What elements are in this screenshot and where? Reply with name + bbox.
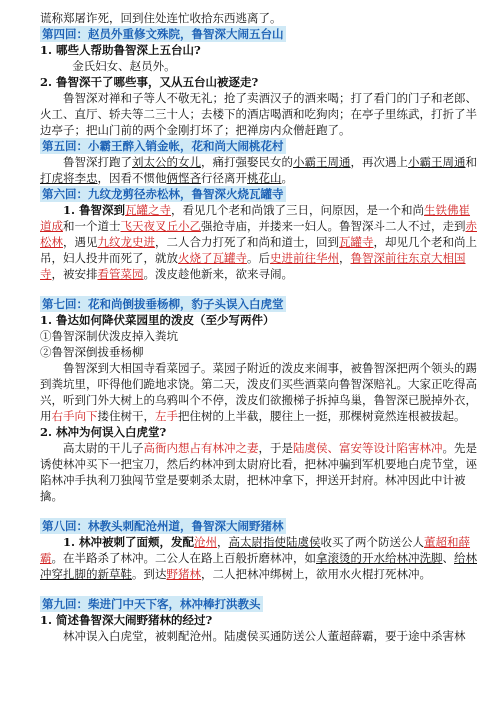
chapter-8-summary [40,534,480,582]
chapter-9-title [40,596,480,612]
underlined-text: 小霸王周通 [293,155,351,169]
text-span: 鲁智深打跑了 [63,155,132,169]
text-span: ，于是 [258,441,293,455]
chapter-9-paragraph-1: 林冲误入白虎堂，被刺配沧州。陆虞侯买通防送公人董超薛霸，要于途中杀害林 [63,629,466,643]
document-page [40,10,480,644]
text-span: 。到达 [132,567,167,581]
text-span: 1. 鲁智深到 [63,203,126,217]
text-span: 1. 林冲被刺了面颊，发配 [63,535,195,549]
text-span: 和一个道士 [63,219,121,233]
text-span: 鲁智深到大相国寺看菜园子。菜园子附近的泼皮来闹事，被鲁智深把两个领头的踢到粪坑里，吓得他们跪地求饶。第二天，泼皮们买些酒菜向鲁智深赔礼。大家正吃得高兴，听到门外大树上的乌鸦叫个不停，泼皮们欲搬梯子拆掉鸟巢，鲁智深已脱掉外衣，用 [40,361,477,423]
highlighted-text: 高衙内想占有林冲之妻 [143,441,259,455]
text-span: 行径离开 [201,171,247,185]
text-span: 。后 [247,251,270,265]
chapter-9-heading: 第九回：柴进门中天下客，林冲棒打洪教头 [42,597,261,611]
text-span: 收买了两个防送公人 [320,535,425,549]
text-span: 强抢寺庙，并搂来一妇人。鲁智深斗二人不过，走到 [201,219,466,233]
text-span: ，二人合力打死了和尚和道士，回到 [155,235,339,249]
chapter-5-heading: 第五回：小霸王醉入销金帐，花和尚大闹桃花村 [42,139,284,153]
highlighted-text: 史进前往华州 [270,251,339,265]
chapter-8-heading: 第八回：林教头刺配沧州道，鲁智深大闹野猪林 [42,519,284,533]
chapter-7-heading: 第七回：花和尚倒拔垂杨柳，豹子头误入白虎堂 [42,297,284,311]
text-span: ，被安排 [51,267,98,281]
chapter-4-answer-2: 鲁智深对禅和子等人不敬无礼；抢了卖酒汉子的酒来喝；打了看门的门子和老郎、火工、直厅、轿夫等二三十人；去楼下的酒店喝酒和吃狗肉；在亭子里练武，打折了半边亭子；把山门前的两个金刚打坏了；把禅房内众僧赶跑了。 [40,91,477,137]
text-span: ，再次遇上 [350,155,408,169]
underlined-text: 高太尉指使陆虞侯 [228,535,321,549]
underlined-text: 俩悭吝 [166,171,201,185]
chapter-7-answer-1a: ①鲁智深制伏泼皮掉入粪坑 [40,329,178,343]
highlighted-text: 鲁智深前往东京大相国寺 [40,251,466,281]
chapter-8-title [40,518,480,534]
chapter-7-paragraph-2 [40,440,480,504]
chapter-6-heading: 第六回：九纹龙剪径赤松林，鲁智深火烧瓦罐寺 [42,187,284,201]
chapter-7-question-2: 2. 林冲为何误入白虎堂? [40,425,167,439]
continued-text: 谎称郑屠诈死，回到住处连忙收拾东西逃离了。 [40,11,282,25]
underlined-text: 拿滚烫的开水给林冲洗脚 [316,551,443,565]
chapter-7-question-1: 1. 鲁达如何降伏菜园里的泼皮（至少写两件） [40,313,275,327]
underlined-text: 刘太公的女儿 [132,155,201,169]
text-span: 。先是诱使林冲买下一把宝刀，然后约林冲到太尉府比看，把林冲骗到军机要地白虎节堂，诬陷林冲手执利刀独闯节堂是要刺杀太尉，把林冲拿下，押送开封府。林冲因此中计被擒。 [40,441,477,503]
text-span: 把住树的上半截，腰往上一挺，那棵树竟然连根被拔起。 [178,409,466,423]
spacer [40,504,480,518]
text-span: ，二人把林冲绑树上，欲用水火棍打死林冲。 [201,567,431,581]
text-span: ， [339,251,351,265]
chapter-9-question-1: 1. 简述鲁智深大闹野猪林的经过? [40,613,213,627]
highlighted-text: 火烧了瓦罐寺 [178,251,247,265]
underlined-text: 打虎将李忠 [40,171,98,185]
chapter-4-answer-1: 金氏妇女、赵员外。 [72,59,176,73]
highlighted-text: 九纹龙史进 [97,235,155,249]
chapter-6-summary [40,202,480,282]
text-span: 。泼皮趁他新来，欲来寻闹。 [143,267,293,281]
highlighted-text: 生铁佛崔道成 [40,203,471,233]
highlighted-text: 瓦罐寺 [339,235,374,249]
chapter-7-paragraph-1 [40,360,480,424]
highlighted-text: 右手向下 [51,409,98,423]
chapter-4-title [40,26,480,42]
chapter-5-summary [40,154,480,186]
text-span: 和 [465,155,477,169]
underlined-text: 桃花山 [247,171,282,185]
spacer [40,282,480,296]
highlighted-text: 左手 [155,409,178,423]
text-span: ， [217,535,229,549]
highlighted-text: 董超和薛霸 [40,535,471,565]
text-span: ，遇见 [63,235,98,249]
text-span: 。 [281,171,293,185]
text-span: ，因看不惯他 [97,171,167,185]
text-span: 、 [442,551,454,565]
highlighted-text: 赤松林 [40,219,477,249]
highlighted-text: 看管菜园 [97,267,144,281]
highlighted-text: 沧州 [194,535,218,549]
text-span: 搂住树干， [97,409,155,423]
highlighted-text: 瓦罐之寺 [125,203,172,217]
chapter-7-title [40,296,480,312]
text-span: 高太尉的干儿子 [63,441,144,455]
chapter-5-title [40,138,480,154]
text-span: 。在半路杀了林冲。二公人在路上百般折磨林冲，如 [51,551,316,565]
highlighted-text: 飞天夜叉丘小乙 [120,219,201,233]
text-span: ，看见几个老和尚饿了三日，问原因，是一个和尚 [171,203,425,217]
underlined-text: 小霸王周通 [408,155,466,169]
underlined-text: 给林冲穿扎脚的新草鞋 [40,551,477,581]
chapter-4-question-1: 1. 哪些人帮助鲁智深上五台山? [40,43,201,57]
chapter-4-question-2: 2. 鲁智深干了哪些事，又从五台山被逐走? [40,75,259,89]
highlighted-text: 野猪林 [166,567,201,581]
text-span: ，却见几个老和尚上吊，妇人投井而死了，就放 [40,235,477,265]
highlighted-text: 陆虞侯、富安等设计陷害林冲 [293,441,443,455]
spacer [40,582,480,596]
text-span: ，痛打强娶民女的 [201,155,293,169]
chapter-7-answer-1b: ②鲁智深倒拔垂杨柳 [40,345,144,359]
chapter-4-heading: 第四回：赵员外重修文殊院，鲁智深大闹五台山 [42,27,284,41]
chapter-6-title [40,186,480,202]
